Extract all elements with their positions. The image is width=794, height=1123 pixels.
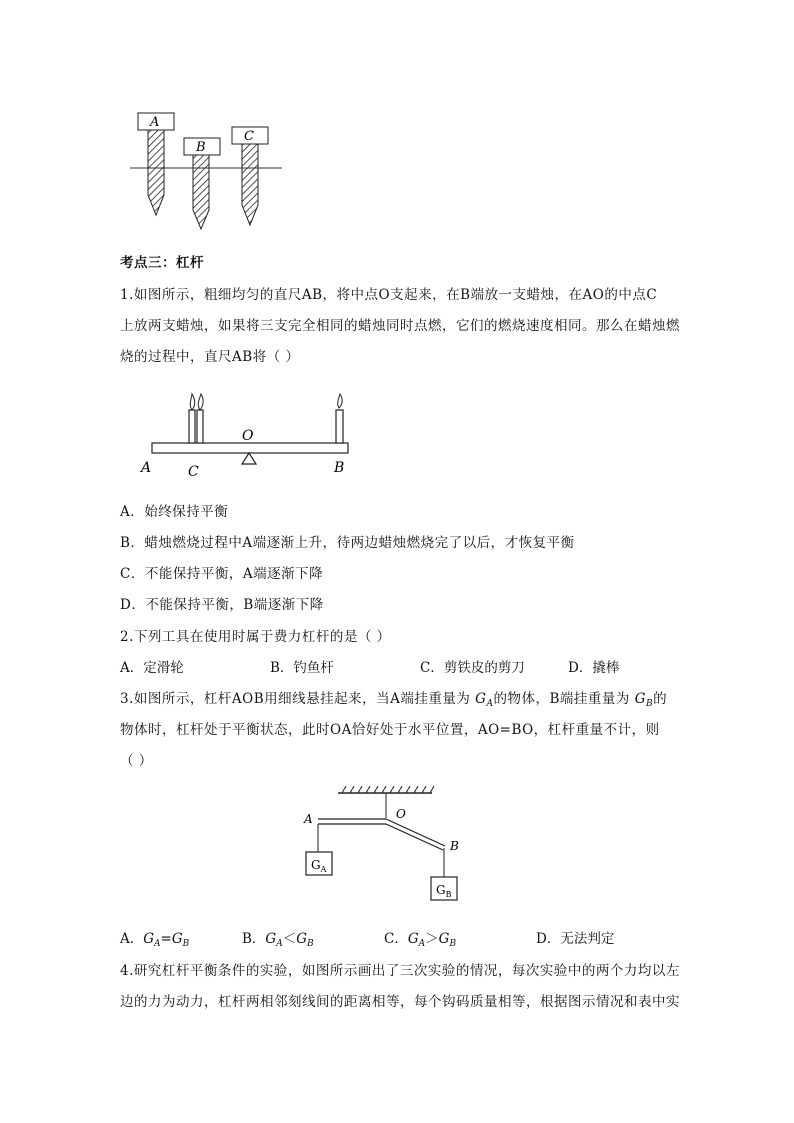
q3-line-3: （ ） (120, 753, 153, 769)
lever-label-b: B (450, 839, 459, 853)
q3-option-b: B．$G_A<G_B$ (242, 931, 314, 949)
q1-line-2: 上放两支蜡烛，如果将三支完全相同的蜡烛同时点燃，它们的燃烧速度相同。那么在蜡烛燃 (120, 318, 680, 334)
q2-stem: 2.下列工具在使用时属于费力杠杆的是（ ） (120, 629, 391, 645)
ruler-candles-figure (138, 388, 363, 480)
candles-at-c (189, 394, 203, 443)
weight-ga-label: $G_A$ (311, 858, 327, 874)
ruler-label-a: A (141, 460, 152, 476)
lever-arm-ob (386, 819, 445, 850)
ruler-label-o: O (242, 428, 254, 444)
weight-gb-label: $G_B$ (436, 883, 452, 899)
lever-label-a: A (304, 812, 313, 826)
nail-label-a: A (150, 115, 160, 130)
q3-option-c: C．$G_A>G_B$ (384, 931, 457, 949)
lever-aob-figure (300, 780, 480, 905)
lever-arm-oa (318, 819, 386, 824)
ruler (152, 443, 348, 453)
q1-line-3: 烧的过程中，直尺AB将（ ） (120, 349, 300, 365)
q2-option-c: C．剪铁皮的剪刀 (420, 660, 525, 676)
ruler-label-b: B (334, 460, 345, 476)
q3-gb-symbol: $G_B$ (634, 691, 654, 709)
ruler-label-c: C (188, 464, 199, 480)
q3-option-d: D．无法判定 (536, 931, 615, 947)
q2-option-d: D．撬棒 (568, 660, 620, 676)
q4-line-2: 边的力为动力，杠杆两相邻刻线间的距离相等，每个钩码质量相等，根据图示情况和表中实 (120, 994, 680, 1010)
q3-ga-symbol: $G_A$ (475, 691, 494, 709)
q1-option-a: A．始终保持平衡 (120, 504, 229, 520)
q1-option-c: C．不能保持平衡，A端逐渐下降 (120, 566, 324, 582)
q2-option-a: A．定滑轮 (120, 660, 184, 676)
section-title: 考点三：杠杆 (120, 255, 204, 271)
lever-label-o: O (396, 807, 406, 821)
q1-option-d: D．不能保持平衡，B端逐渐下降 (120, 597, 324, 613)
q1-line-1: 1.如图所示，粗细均匀的直尺AB，将中点O支起来，在B端放一支蜡烛，在AO的中点C (120, 287, 658, 303)
nail-label-b: B (196, 140, 206, 155)
q3-line-2: 物体时，杠杆处于平衡状态，此时OA恰好处于水平位置，AO=BO，杠杆重量不计，则 (120, 722, 660, 738)
nail-label-c: C (244, 129, 254, 144)
q4-line-1: 4.研究杠杆平衡条件的实验，如图所示画出了三次实验的情况，每次实验中的两个力均以左 (120, 963, 680, 979)
q2-option-b: B．钓鱼杆 (270, 660, 334, 676)
q1-option-b: B．蜡烛燃烧过程中A端逐渐上升，待两边蜡烛燃烧完了以后，才恢复平衡 (120, 535, 575, 551)
fulcrum-o (242, 453, 256, 464)
q3-option-a: A．$G_A=G_B$ (120, 931, 190, 949)
nails-figure (126, 105, 286, 233)
candle-at-b (336, 394, 343, 443)
q3-line-1: 3.如图所示，杠杆AOB用细线悬挂起来，当A端挂重量为 $G_A$的物体，B端挂重量为 $G_B$的 (120, 691, 668, 709)
